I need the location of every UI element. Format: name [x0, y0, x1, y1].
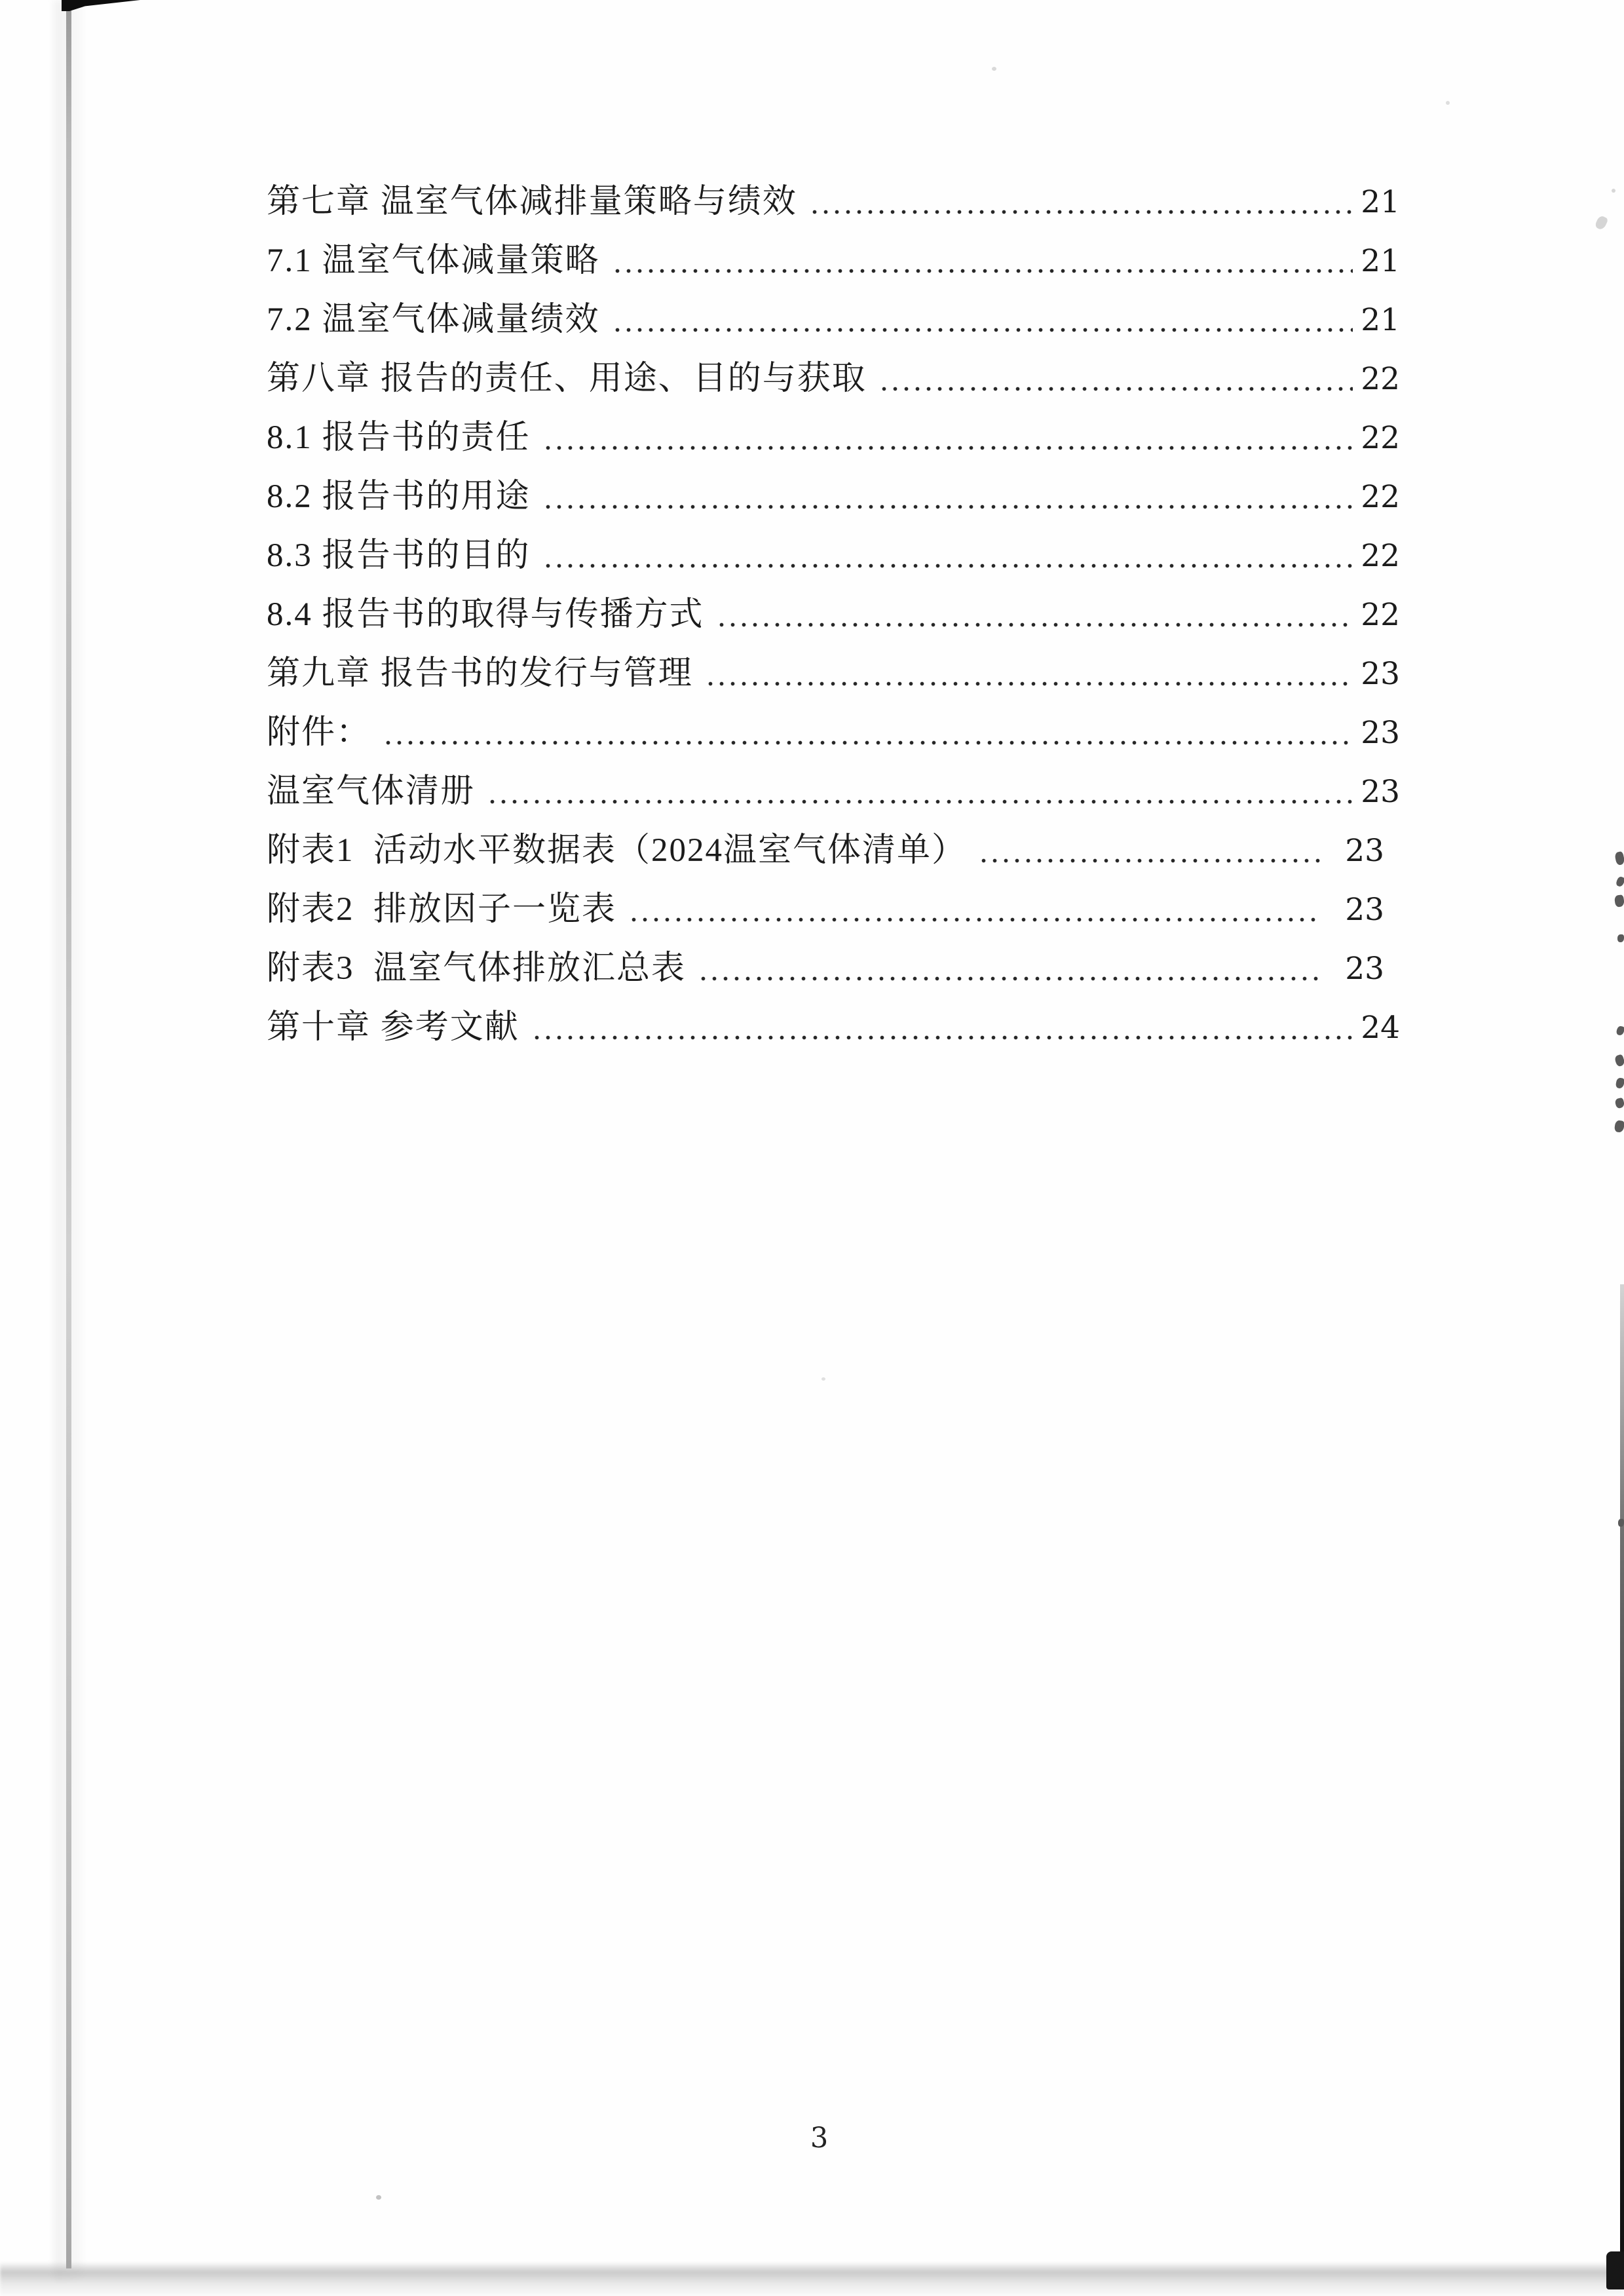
scan-edge-mark	[1614, 1098, 1624, 1109]
toc-entry-ghg-inventory	[267, 773, 1400, 811]
toc-entry-8-1	[267, 419, 1400, 457]
dot-leader	[611, 326, 1353, 334]
toc-entry-title: 附件：	[267, 714, 371, 751]
toc-entry-chapter-8	[267, 360, 1400, 398]
toc-entry-attachment	[267, 714, 1400, 752]
toc-entry-title: 7.1 温室气体减量策略	[267, 242, 600, 279]
toc-entry-title: 8.1 报告书的责任	[267, 419, 531, 456]
scan-edge-mark	[1617, 934, 1624, 942]
toc-entry-chapter-7	[267, 183, 1400, 221]
dot-leader	[704, 679, 1353, 688]
scan-edge-mark	[1615, 1077, 1624, 1089]
scan-edge-mark	[1614, 1054, 1624, 1067]
toc-entry-8-4	[267, 596, 1400, 634]
dot-leader	[541, 444, 1353, 452]
toc-entry-title: 附表3 温室气体排放汇总表	[267, 950, 687, 987]
dot-leader	[877, 385, 1353, 393]
toc-entry-page-number: 23	[1345, 833, 1384, 869]
toc-entry-page-number: 22	[1361, 597, 1400, 633]
table-of-contents	[267, 183, 1400, 1068]
toc-entry-page-number: 23	[1345, 892, 1384, 928]
scan-speck	[992, 67, 996, 71]
toc-entry-page-number: 22	[1361, 479, 1400, 515]
binding-crease-line	[66, 7, 71, 2268]
scan-edge-mark	[1614, 894, 1624, 908]
toc-entry-page-number: 23	[1345, 951, 1384, 987]
dot-leader	[381, 738, 1353, 747]
toc-entry-appendix-table-2	[267, 891, 1400, 928]
toc-entry-title: 7.2 温室气体减量绩效	[267, 301, 600, 338]
toc-entry-title: 第九章 报告书的发行与管理	[267, 655, 693, 692]
scan-bottom-shadow	[0, 2262, 1624, 2296]
toc-entry-title: 第十章 参考文献	[267, 1009, 519, 1046]
dot-leader	[541, 562, 1353, 570]
toc-entry-page-number: 22	[1361, 538, 1400, 574]
toc-entry-title: 8.2 报告书的用途	[267, 478, 531, 515]
scan-edge-mark	[1614, 1120, 1624, 1133]
toc-entry-title: 附表2 排放因子一览表	[267, 891, 617, 928]
dot-leader	[696, 974, 1320, 983]
scan-edge-mark	[1614, 851, 1624, 866]
toc-entry-title: 附表1 活动水平数据表（2024温室气体清单）	[267, 832, 967, 869]
toc-entry-page-number: 23	[1361, 656, 1400, 692]
footer-page-number: 3	[810, 2122, 829, 2154]
toc-entry-page-number: 23	[1361, 774, 1400, 810]
toc-entry-title: 8.3 报告书的目的	[267, 537, 531, 574]
dot-leader	[627, 915, 1320, 924]
toc-entry-page-number: 21	[1361, 302, 1400, 338]
toc-entry-appendix-table-3	[267, 950, 1400, 987]
toc-entry-appendix-table-1	[267, 832, 1400, 870]
toc-entry-8-2	[267, 478, 1400, 516]
toc-entry-page-number: 22	[1361, 420, 1400, 456]
toc-entry-chapter-9	[267, 655, 1400, 693]
scan-edge-mark	[1615, 1025, 1624, 1036]
toc-entry-page-number: 23	[1361, 715, 1400, 751]
binding-corner-mark	[62, 0, 140, 11]
toc-entry-7-1	[267, 242, 1400, 280]
scan-speck	[1446, 101, 1450, 105]
dot-leader	[611, 267, 1353, 275]
dot-leader	[530, 1033, 1353, 1042]
scan-speck	[1612, 189, 1615, 193]
toc-entry-page-number: 21	[1361, 184, 1400, 220]
page-footer	[0, 2122, 1624, 2154]
scan-corner-blob	[1606, 2251, 1624, 2289]
toc-entry-page-number: 24	[1361, 1010, 1400, 1046]
toc-entry-page-number: 21	[1361, 243, 1400, 279]
dot-leader	[541, 503, 1353, 511]
dot-leader	[808, 208, 1353, 216]
dot-leader	[977, 856, 1320, 865]
scan-edge-mark	[1615, 876, 1624, 888]
dot-leader	[715, 621, 1353, 629]
toc-entry-chapter-10	[267, 1009, 1400, 1046]
scan-speck	[376, 2195, 381, 2200]
dot-leader	[485, 797, 1353, 806]
toc-entry-title: 第八章 报告的责任、用途、目的与获取	[267, 360, 867, 397]
toc-entry-7-2	[267, 301, 1400, 339]
toc-entry-8-3	[267, 537, 1400, 575]
toc-entry-page-number: 22	[1361, 361, 1400, 397]
toc-entry-title: 第七章 温室气体减排量策略与绩效	[267, 183, 797, 220]
scan-speck	[821, 1377, 825, 1381]
scan-edge-mark	[1618, 1519, 1624, 1527]
toc-entry-title: 8.4 报告书的取得与传播方式	[267, 596, 704, 633]
toc-entry-title: 温室气体清册	[267, 773, 476, 810]
scan-edge-mark	[1594, 215, 1608, 231]
